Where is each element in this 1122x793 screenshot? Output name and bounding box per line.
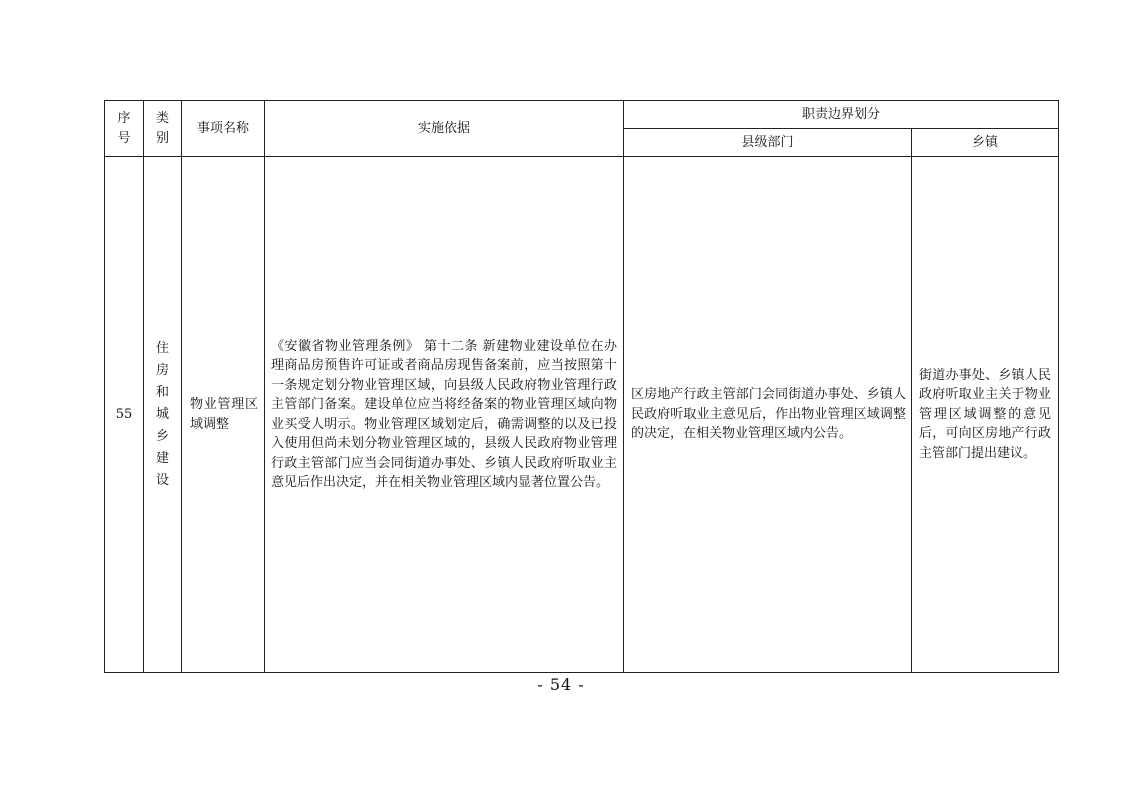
header-seq: 序号	[117, 110, 131, 146]
row-county-dept: 区房地产行政主管部门会同街道办事处、乡镇人民政府听取业主意见后，作出物业管理区域调整的决定，在相关物业管理区域内公告。	[624, 157, 912, 673]
header-duty-division: 职责边界划分	[624, 101, 1059, 129]
row-item-name: 物业管理区域调整	[182, 157, 265, 673]
row-township: 街道办事处、乡镇人民政府听取业主关于物业管理区域调整的意见后，可向区房地产行政主管部门提出建议。	[912, 157, 1059, 673]
duty-boundary-table	[104, 100, 1059, 673]
row-category-cell	[144, 157, 182, 673]
header-row-top	[105, 101, 1059, 129]
table-row	[105, 157, 1059, 673]
header-county-dept: 县级部门	[624, 129, 912, 157]
row-seq: 55	[105, 157, 144, 673]
header-basis: 实施依据	[265, 101, 624, 157]
row-basis: 《安徽省物业管理条例》 第十二条 新建物业建设单位在办理商品房预售许可证或者商品房现售备案前，应当按照第十一条规定划分物业管理区域，向县级人民政府物业管理行政主管部门备案。建设单位应当将经备案的物业管理区域向物业买受人明示。物业管理区域划定后，确需调整的以及已投入使用但尚未划分物业管理区域的，县级人民政府物业管理行政主管部门应当会同街道办事处、乡镇人民政府听取业主意见后作出决定，并在相关物业管理区域内显著位置公告。	[265, 157, 624, 673]
header-item-name: 事项名称	[182, 101, 265, 157]
header-seq-cell	[105, 101, 144, 157]
header-category: 类别	[155, 110, 169, 146]
row-category: 住房和城乡建设	[155, 340, 169, 488]
header-township: 乡镇	[912, 129, 1059, 157]
page-number: - 54 -	[537, 675, 585, 694]
header-category-cell	[144, 101, 182, 157]
